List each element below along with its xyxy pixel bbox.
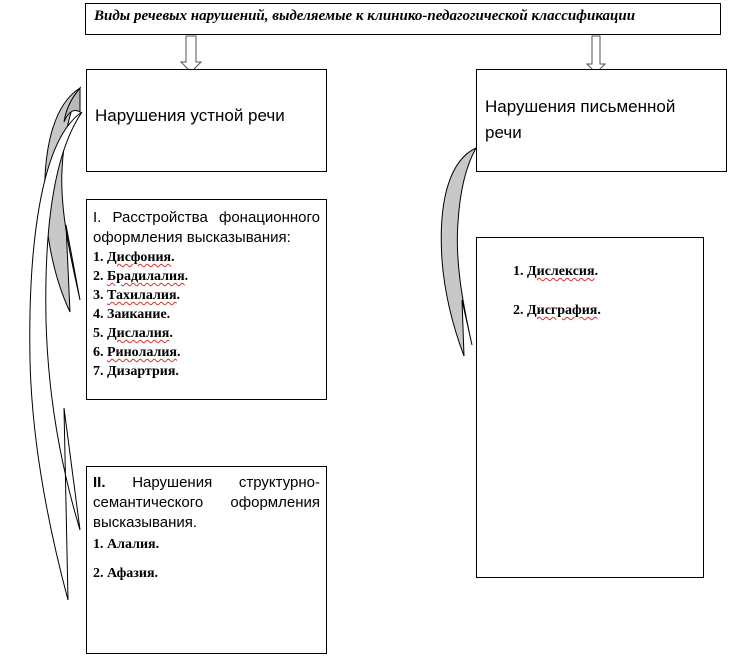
down-arrow-right [587, 36, 605, 73]
list-item: 2. Брадилалия. [93, 269, 189, 284]
written-disorders-box [476, 237, 704, 578]
group2-heading-line3: высказывания. [93, 514, 198, 531]
list-item: 3. Тахилалия. [93, 288, 181, 303]
written-speech-box [476, 69, 727, 172]
list-item: 1. Дислексия. [513, 264, 599, 279]
group2-heading-line2: семантического оформления [93, 494, 320, 511]
phonation-disorders-box [86, 199, 327, 400]
group2-heading-line1: II. Нарушения структурно- [93, 474, 320, 491]
list-item: 1. Дисфония. [93, 250, 175, 265]
down-arrow-left [181, 36, 201, 72]
list-item: 7. Дизартрия. [93, 364, 179, 379]
diagram-title: Виды речевых нарушений, выделяемые к клинико-педагогической классификации [94, 8, 636, 24]
list-item: 1. Алалия. [93, 537, 160, 552]
list-item: 6. Ринолалия. [93, 345, 181, 360]
structural-semantic-disorders-box [86, 466, 327, 654]
written-speech-label: Нарушения письменной речи [485, 97, 676, 142]
group1-heading-line1: I. Расстройства фонационного [93, 209, 320, 226]
title-box [85, 3, 721, 35]
list-item: 5. Дислалия. [93, 326, 173, 341]
curved-arrow-written-to-list [441, 148, 476, 356]
oral-speech-label: Нарушения устной речи [95, 106, 285, 125]
list-item: 2. Афазия. [93, 566, 159, 581]
list-item: 4. Заикание. [93, 307, 171, 322]
list-item: 2. Дисграфия. [513, 303, 601, 318]
oral-speech-box [86, 69, 327, 172]
group1-heading-line2: оформления высказывания: [93, 229, 291, 246]
